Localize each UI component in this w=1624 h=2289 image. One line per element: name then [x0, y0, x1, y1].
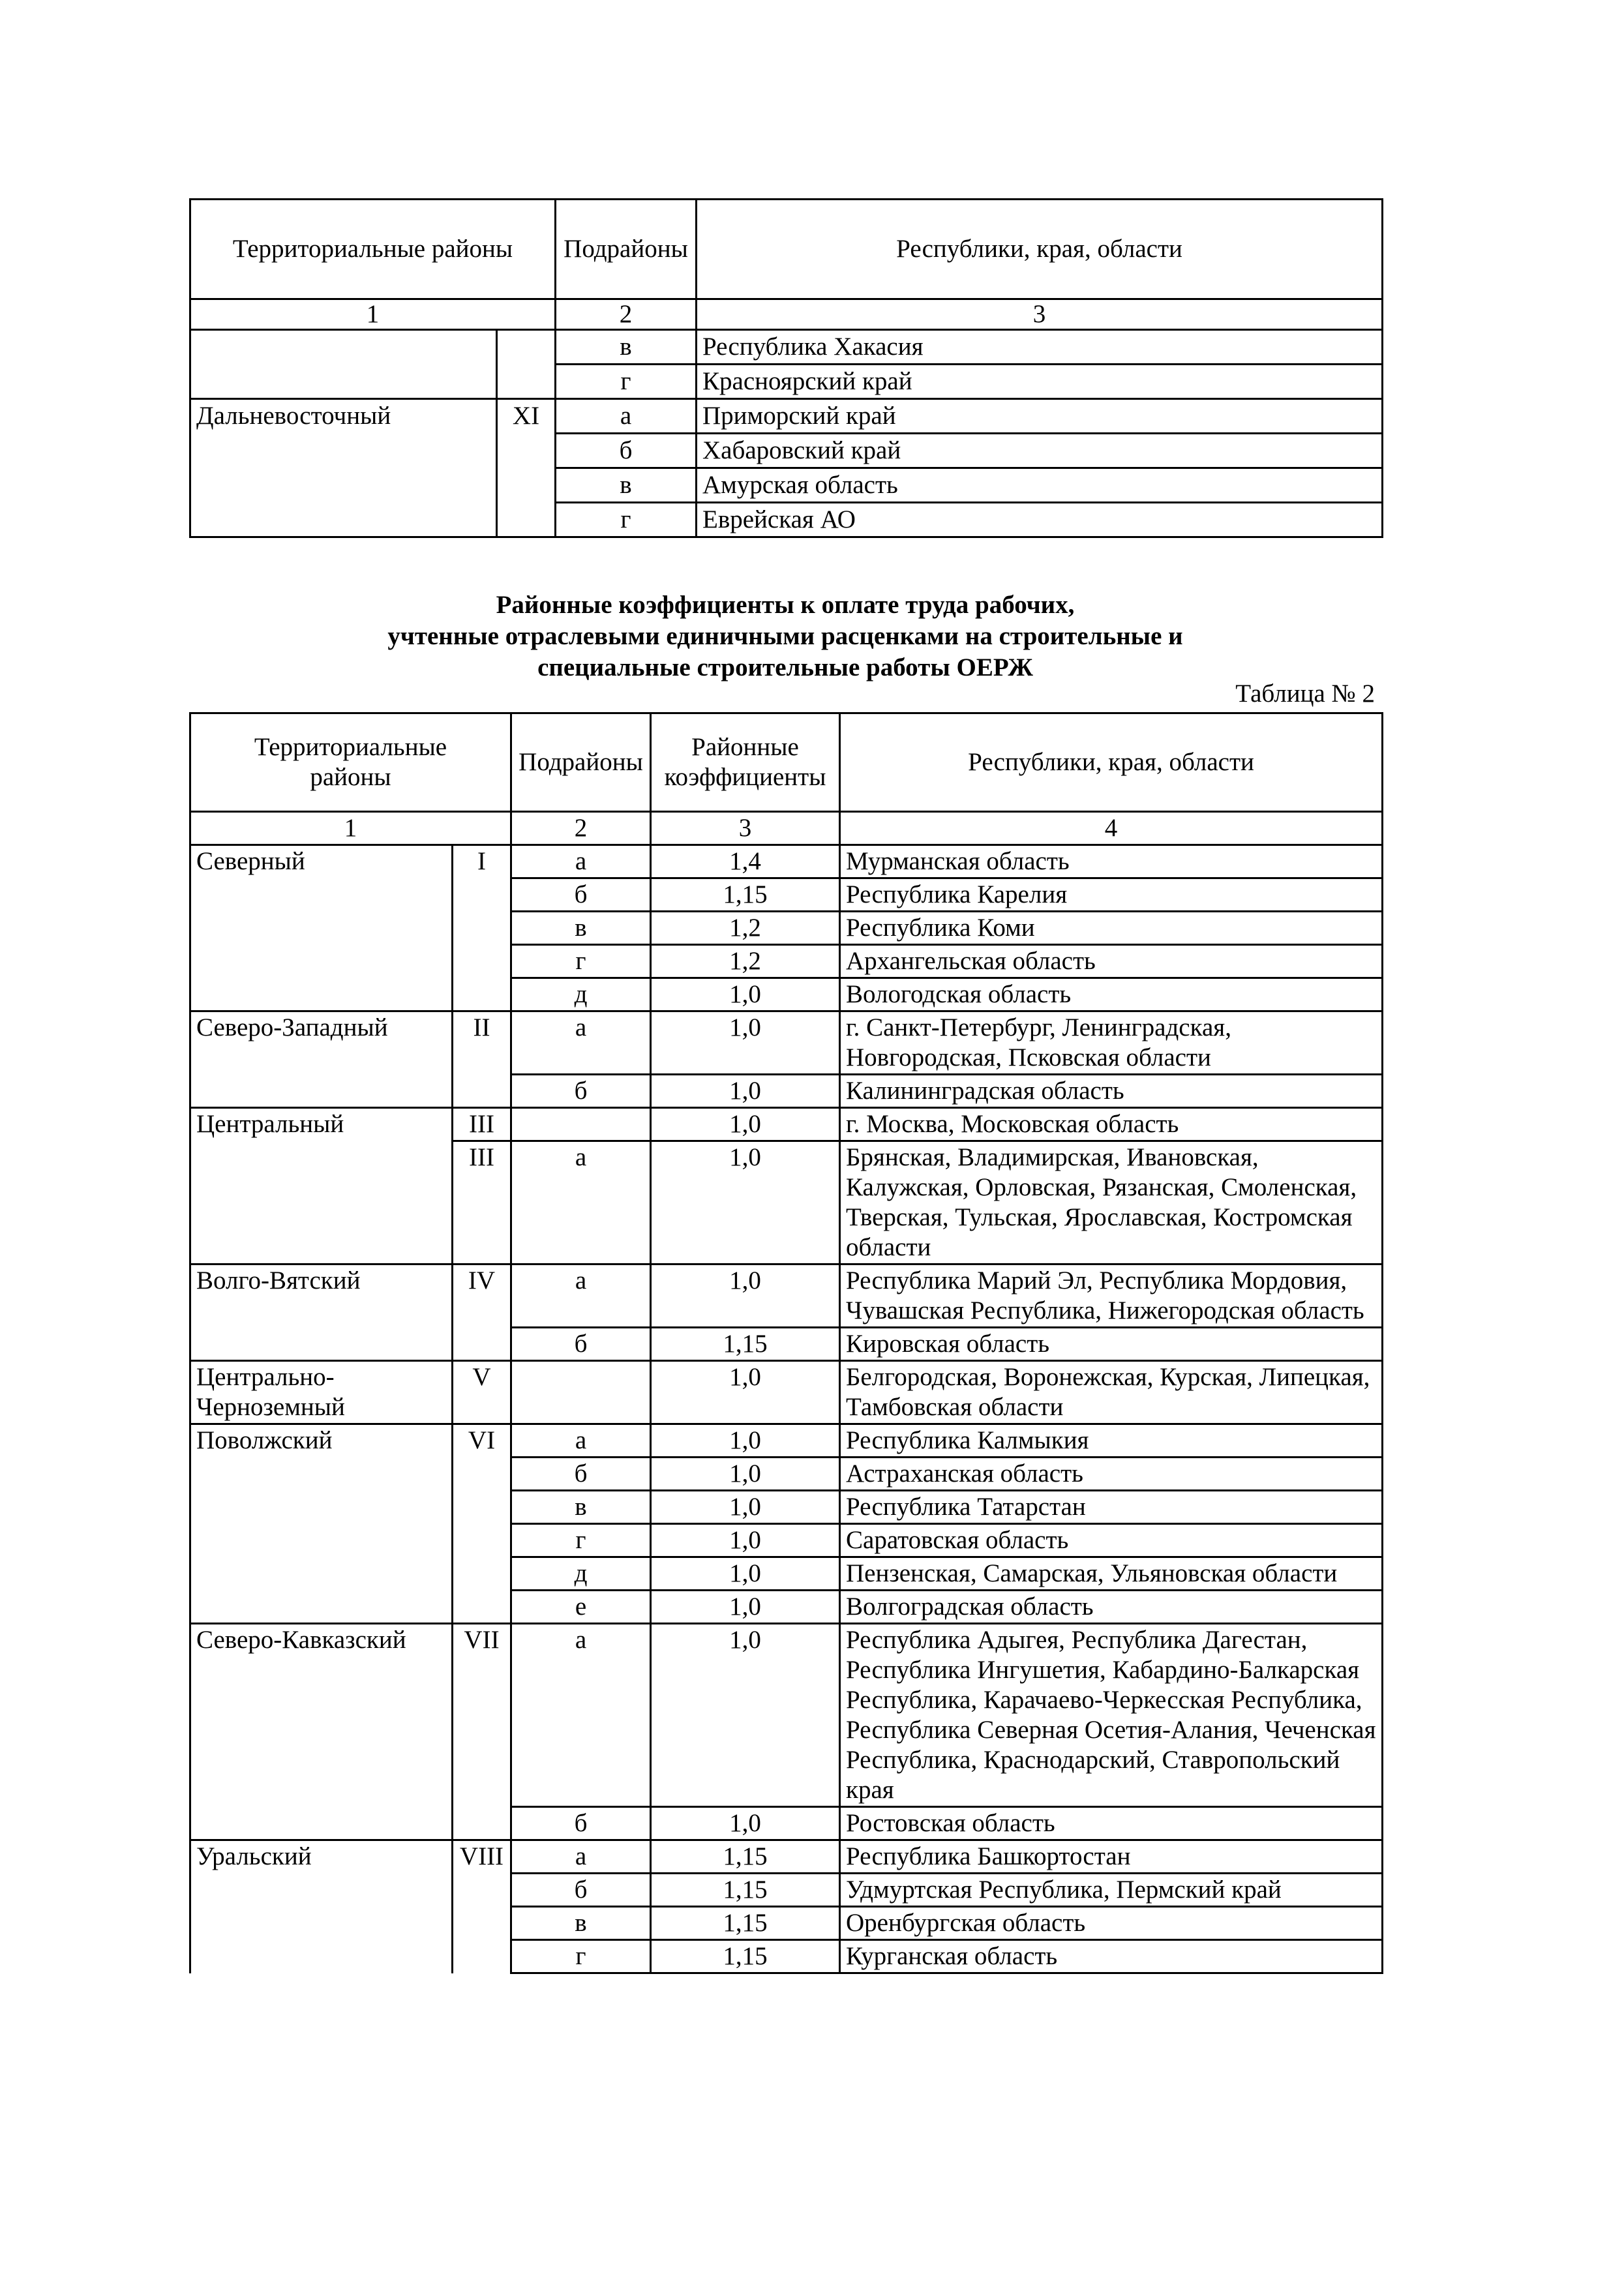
table-row [190, 1141, 1383, 1264]
table-row [190, 1108, 1383, 1141]
table-row [190, 1424, 1383, 1458]
coef-cell: 1,0 [651, 1108, 840, 1141]
region-cell: Амурская область [697, 468, 1383, 503]
header-subdistricts: Подрайоны [511, 713, 651, 812]
sub-cell: б [511, 1458, 651, 1491]
roman-cell [497, 365, 556, 399]
roman-cell: VIII [453, 1840, 511, 1874]
region-cell: Республика Татарстан [840, 1491, 1383, 1524]
colnum-3: 3 [651, 812, 840, 845]
roman-cell [453, 1458, 511, 1491]
district-cell: Северный [190, 845, 453, 878]
district-cell [190, 503, 497, 537]
sub-cell: г [511, 1940, 651, 1973]
coef-cell: 1,15 [651, 1907, 840, 1940]
district-cell: Северо-Кавказский [190, 1624, 453, 1807]
district-cell: Центральный [190, 1108, 453, 1141]
roman-cell: XI [497, 399, 556, 434]
table-row [190, 1075, 1383, 1108]
sub-cell: б [511, 878, 651, 912]
district-cell: Поволжский [190, 1424, 453, 1458]
district-cell [190, 1075, 453, 1108]
colnum-3: 3 [697, 299, 1383, 330]
roman-cell [453, 1557, 511, 1591]
region-cell: Мурманская область [840, 845, 1383, 878]
region-cell: Курганская область [840, 1940, 1383, 1973]
roman-cell [453, 878, 511, 912]
table-row [190, 1557, 1383, 1591]
roman-cell [453, 1491, 511, 1524]
coef-cell: 1,0 [651, 978, 840, 1011]
coef-cell: 1,15 [651, 1840, 840, 1874]
region-cell: Брянская, Владимирская, Ивановская, Калужская, Орловская, Рязанская, Смоленская, Тверская, Тульская, Ярославская, Костромская области [840, 1141, 1383, 1264]
colnum-1: 1 [190, 299, 556, 330]
region-cell: Вологодская область [840, 978, 1383, 1011]
district-cell [190, 468, 497, 503]
coef-cell: 1,0 [651, 1141, 840, 1264]
table-row [190, 1328, 1383, 1361]
colnum-2: 2 [511, 812, 651, 845]
district-cell: Центрально-Черноземный [190, 1361, 453, 1424]
region-cell: Хабаровский край [697, 434, 1383, 468]
district-cell [190, 330, 497, 365]
sub-cell: в [511, 912, 651, 945]
roman-cell: VII [453, 1624, 511, 1807]
district-cell [190, 878, 453, 912]
coef-cell: 1,15 [651, 1874, 840, 1907]
roman-cell [453, 912, 511, 945]
sub-cell: г [511, 1524, 651, 1557]
colnum-4: 4 [840, 812, 1383, 845]
roman-cell: III [453, 1141, 511, 1264]
roman-cell [453, 1940, 511, 1973]
coef-cell: 1,0 [651, 1075, 840, 1108]
region-cell: г. Санкт-Петербург, Ленинградская, Новгородская, Псковская области [840, 1011, 1383, 1075]
district-cell [190, 1874, 453, 1907]
district-cell: Дальневосточный [190, 399, 497, 434]
sub-cell: б [511, 1328, 651, 1361]
district-cell: Северо-Западный [190, 1011, 453, 1075]
table-row [190, 1940, 1383, 1973]
district-cell [190, 1141, 453, 1264]
roman-cell [453, 1591, 511, 1624]
region-cell: Оренбургская область [840, 1907, 1383, 1940]
coef-cell: 1,2 [651, 945, 840, 978]
sub-cell: в [556, 468, 697, 503]
header-districts: Территориальные районы [190, 200, 556, 299]
region-cell: Еврейская АО [697, 503, 1383, 537]
colnum-1: 1 [190, 812, 511, 845]
column-numbers-row [190, 812, 1383, 845]
district-cell [190, 978, 453, 1011]
header-districts: Территориальные районы [190, 713, 511, 812]
table-row [190, 878, 1383, 912]
sub-cell [511, 1361, 651, 1424]
district-cell [190, 434, 497, 468]
region-cell: Архангельская область [840, 945, 1383, 978]
sub-cell: в [511, 1491, 651, 1524]
section-title [189, 590, 1381, 683]
district-cell [190, 1940, 453, 1973]
table-row [190, 468, 1383, 503]
region-cell: Кировская область [840, 1328, 1383, 1361]
header-regions: Республики, края, области [697, 200, 1383, 299]
table-row [190, 1807, 1383, 1840]
district-cell [190, 1907, 453, 1940]
region-cell: Волгоградская область [840, 1591, 1383, 1624]
coefficients-table [189, 712, 1383, 1974]
table-row [190, 1907, 1383, 1940]
district-cell [190, 1557, 453, 1591]
roman-cell [497, 503, 556, 537]
district-cell: Уральский [190, 1840, 453, 1874]
header-subdistricts: Подрайоны [556, 200, 697, 299]
roman-cell [497, 468, 556, 503]
coef-cell: 1,0 [651, 1264, 840, 1328]
region-cell: Астраханская область [840, 1458, 1383, 1491]
region-cell: Республика Коми [840, 912, 1383, 945]
table-row [190, 365, 1383, 399]
table-row [190, 1524, 1383, 1557]
coef-cell: 1,0 [651, 1458, 840, 1491]
title-line-3: специальные строительные работы ОЕРЖ [537, 653, 1033, 681]
sub-cell: б [511, 1807, 651, 1840]
table-row [190, 1264, 1383, 1328]
table-row [190, 978, 1383, 1011]
district-cell [190, 1458, 453, 1491]
district-cell [190, 1491, 453, 1524]
region-cell: Республика Адыгея, Республика Дагестан, Республика Ингушетия, Кабардино-Балкарская Республика, Карачаево-Черкесская Республика, Республика Северная Осетия-Алания, Чеченская Республика, Краснодарский, Ставропольский края [840, 1624, 1383, 1807]
coef-cell: 1,15 [651, 1328, 840, 1361]
roman-cell: I [453, 845, 511, 878]
region-cell: Республика Хакасия [697, 330, 1383, 365]
region-cell: Республика Калмыкия [840, 1424, 1383, 1458]
table-row [190, 945, 1383, 978]
sub-cell: г [511, 945, 651, 978]
coef-cell: 1,0 [651, 1524, 840, 1557]
sub-cell: в [556, 330, 697, 365]
sub-cell: а [556, 399, 697, 434]
region-cell: Республика Башкортостан [840, 1840, 1383, 1874]
table-row [190, 845, 1383, 878]
sub-cell: б [511, 1075, 651, 1108]
coef-cell: 1,0 [651, 1491, 840, 1524]
table-row [190, 1874, 1383, 1907]
coef-cell: 1,0 [651, 1807, 840, 1840]
table-row [190, 399, 1383, 434]
sub-cell: б [511, 1874, 651, 1907]
roman-cell [497, 330, 556, 365]
regions-table-continued [189, 198, 1383, 538]
roman-cell: VI [453, 1424, 511, 1458]
region-cell: Пензенская, Самарская, Ульяновская области [840, 1557, 1383, 1591]
district-cell [190, 1807, 453, 1840]
coef-cell: 1,4 [651, 845, 840, 878]
region-cell: Красноярский край [697, 365, 1383, 399]
coef-cell: 1,15 [651, 1940, 840, 1973]
table-row [190, 503, 1383, 537]
table-row [190, 1458, 1383, 1491]
roman-cell [453, 1907, 511, 1940]
region-cell: Белгородская, Воронежская, Курская, Липецкая, Тамбовская области [840, 1361, 1383, 1424]
coef-cell: 1,0 [651, 1624, 840, 1807]
district-cell: Волго-Вятский [190, 1264, 453, 1328]
sub-cell: б [556, 434, 697, 468]
title-line-1: Районные коэффициенты к оплате труда рабочих, [496, 591, 1075, 619]
coef-cell: 1,0 [651, 1557, 840, 1591]
roman-cell [453, 1524, 511, 1557]
sub-cell: а [511, 1264, 651, 1328]
region-cell: г. Москва, Московская область [840, 1108, 1383, 1141]
roman-cell: V [453, 1361, 511, 1424]
table-number: Таблица № 2 [1235, 680, 1375, 708]
region-cell: Республика Карелия [840, 878, 1383, 912]
sub-cell: г [556, 503, 697, 537]
roman-cell [497, 434, 556, 468]
sub-cell: а [511, 1011, 651, 1075]
region-cell: Калининградская область [840, 1075, 1383, 1108]
coef-cell: 1,0 [651, 1361, 840, 1424]
district-cell [190, 365, 497, 399]
sub-cell: а [511, 845, 651, 878]
region-cell: Удмуртская Республика, Пермский край [840, 1874, 1383, 1907]
sub-cell: а [511, 1141, 651, 1264]
roman-cell: II [453, 1011, 511, 1075]
coef-cell: 1,0 [651, 1424, 840, 1458]
coef-cell: 1,15 [651, 878, 840, 912]
roman-cell [453, 1874, 511, 1907]
sub-cell: е [511, 1591, 651, 1624]
roman-cell [453, 1328, 511, 1361]
header-regions: Республики, края, области [840, 713, 1383, 812]
roman-cell: IV [453, 1264, 511, 1328]
table-row [190, 1840, 1383, 1874]
roman-cell [453, 978, 511, 1011]
region-cell: Ростовская область [840, 1807, 1383, 1840]
region-cell: Приморский край [697, 399, 1383, 434]
header-coefficients: Районные коэффициенты [651, 713, 840, 812]
sub-cell: д [511, 1557, 651, 1591]
table-row [190, 1361, 1383, 1424]
sub-cell: г [556, 365, 697, 399]
roman-cell [453, 945, 511, 978]
table-row [190, 1624, 1383, 1807]
table-row [190, 330, 1383, 365]
roman-cell [453, 1807, 511, 1840]
table-row [190, 912, 1383, 945]
sub-cell: д [511, 978, 651, 1011]
district-cell [190, 945, 453, 978]
sub-cell [511, 1108, 651, 1141]
header-row [190, 713, 1383, 812]
title-line-2: учтенные отраслевыми единичными расценками на строительные и [387, 622, 1183, 650]
sub-cell: а [511, 1840, 651, 1874]
table-row [190, 1491, 1383, 1524]
table-row [190, 434, 1383, 468]
colnum-2: 2 [556, 299, 697, 330]
region-cell: Саратовская область [840, 1524, 1383, 1557]
coef-cell: 1,0 [651, 1011, 840, 1075]
coef-cell: 1,0 [651, 1591, 840, 1624]
district-cell [190, 1591, 453, 1624]
roman-cell: III [453, 1108, 511, 1141]
roman-cell [453, 1075, 511, 1108]
coef-cell: 1,2 [651, 912, 840, 945]
sub-cell: а [511, 1624, 651, 1807]
table-row [190, 1591, 1383, 1624]
sub-cell: в [511, 1907, 651, 1940]
district-cell [190, 912, 453, 945]
sub-cell: а [511, 1424, 651, 1458]
district-cell [190, 1524, 453, 1557]
table-row [190, 1011, 1383, 1075]
district-cell [190, 1328, 453, 1361]
region-cell: Республика Марий Эл, Республика Мордовия, Чувашская Республика, Нижегородская область [840, 1264, 1383, 1328]
